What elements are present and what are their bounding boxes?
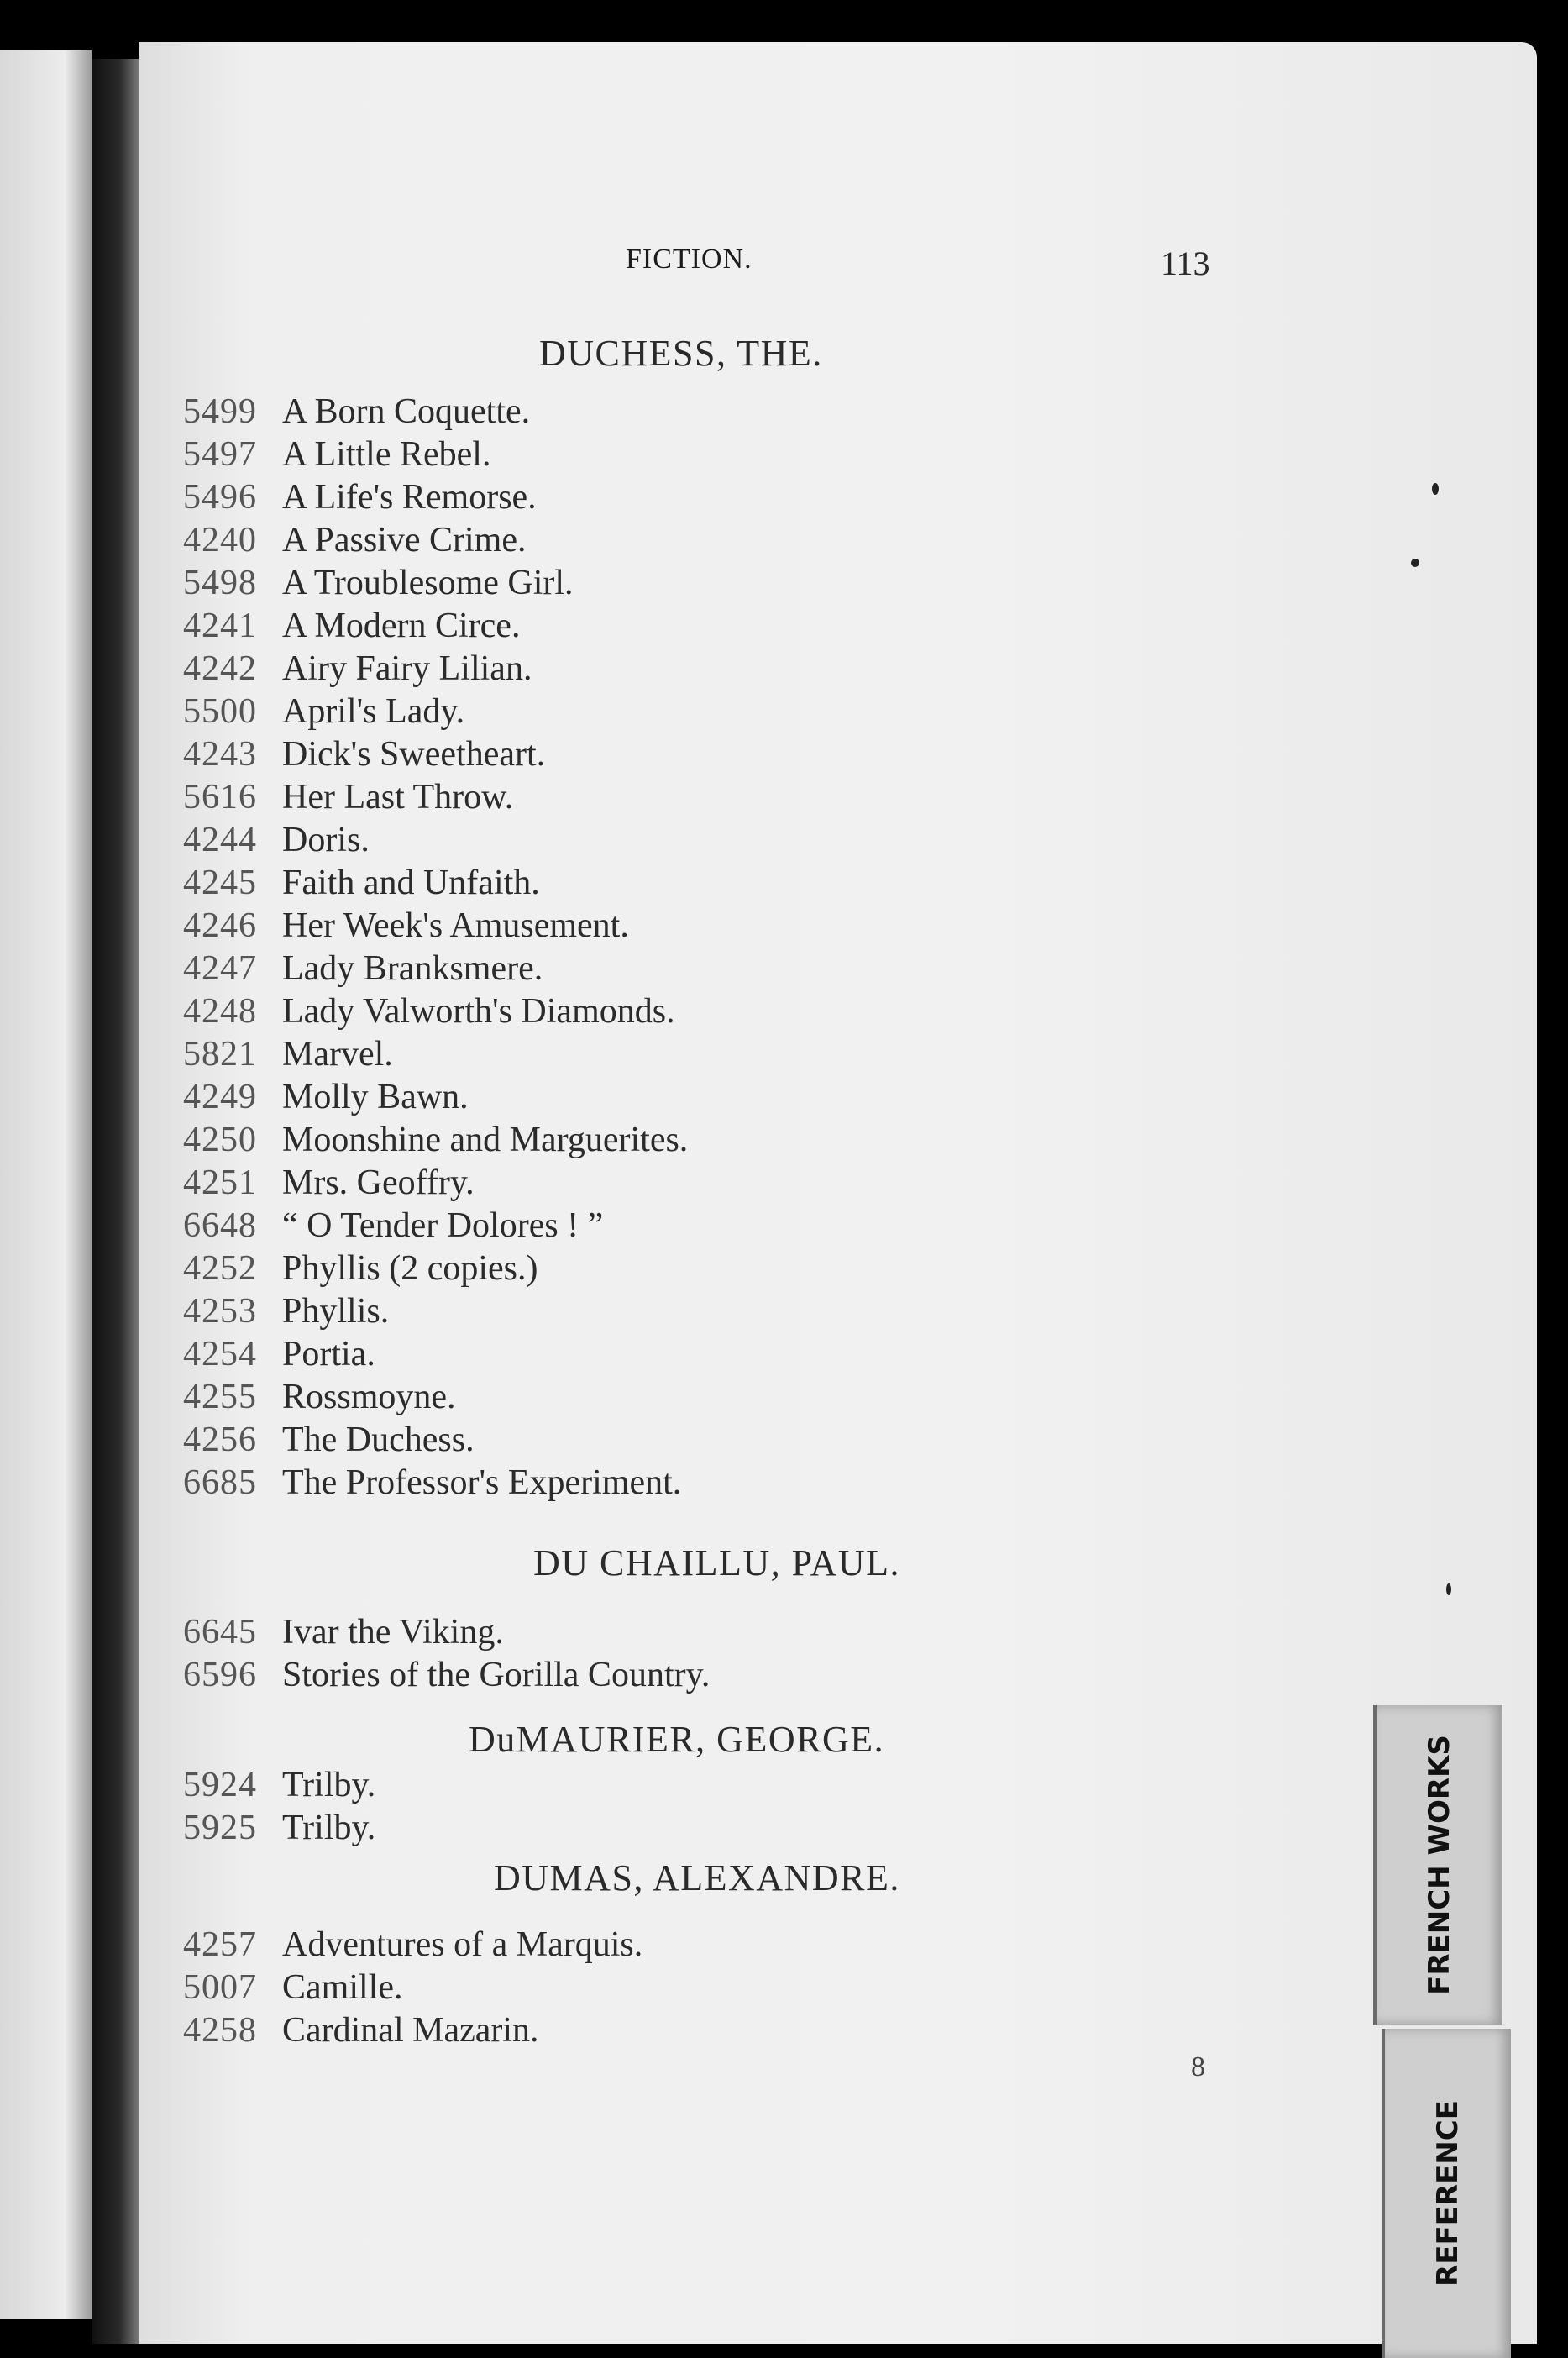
entry-title: Stories of the Gorilla Country.	[282, 1656, 711, 1694]
entry-title: The Duchess.	[282, 1421, 475, 1459]
scan-speck	[1411, 559, 1419, 567]
author-heading-du-chaillu: DU CHAILLU, PAUL.	[533, 1542, 900, 1583]
entry-number: 4253	[183, 1292, 257, 1331]
entry-number: 5924	[183, 1766, 257, 1804]
entry-title: The Professor's Experiment.	[282, 1463, 682, 1502]
catalog-entry	[183, 948, 688, 990]
entry-number: 4251	[183, 1163, 257, 1202]
catalog-entry	[183, 990, 688, 1033]
entry-title: Airy Fairy Lilian.	[282, 649, 532, 688]
entry-number: 5821	[183, 1035, 257, 1074]
entry-title: A Born Coquette.	[282, 392, 531, 431]
entry-number: 5007	[183, 1968, 257, 2007]
entry-number: 5499	[183, 392, 257, 431]
catalog-entry	[183, 1290, 688, 1333]
entry-title: Ivar the Viking.	[282, 1613, 504, 1652]
catalog-entry	[183, 1807, 375, 1850]
entry-number: 4248	[183, 992, 257, 1031]
entry-number: 4249	[183, 1078, 257, 1116]
entry-number: 4243	[183, 735, 257, 774]
catalog-entry	[183, 1247, 688, 1290]
catalog-entry	[183, 1419, 688, 1462]
author-heading-dumas: DUMAS, ALEXANDRE.	[494, 1857, 900, 1898]
entry-number: 6645	[183, 1613, 257, 1652]
author-heading-duchess: DUCHESS, THE.	[539, 333, 823, 374]
catalog-entry	[183, 2009, 642, 2052]
entry-title: Rossmoyne.	[282, 1378, 456, 1416]
entry-title: A Troublesome Girl.	[282, 564, 574, 602]
tab-reference[interactable]	[1382, 2029, 1511, 2358]
scan-speck	[1432, 483, 1439, 495]
entry-title: Trilby.	[282, 1766, 376, 1804]
catalog-entry	[183, 1764, 375, 1807]
entry-number: 4247	[183, 949, 257, 988]
catalog-entry	[183, 1333, 688, 1376]
entry-number: 4256	[183, 1421, 257, 1459]
entry-number: 4250	[183, 1121, 257, 1159]
entry-title: Her Week's Amusement.	[282, 906, 629, 945]
entry-number: 4252	[183, 1249, 257, 1288]
catalog-entry	[183, 905, 688, 948]
entry-title: Molly Bawn.	[282, 1078, 469, 1116]
entry-title: Lady Valworth's Diamonds.	[282, 992, 675, 1031]
entry-title: April's Lady.	[282, 692, 465, 731]
entry-title: Cardinal Mazarin.	[282, 2011, 539, 2050]
entry-number: 4258	[183, 2011, 257, 2050]
entry-number: 6596	[183, 1656, 257, 1694]
entry-number: 5496	[183, 478, 257, 517]
entry-title: Camille.	[282, 1968, 403, 2007]
tab-reference-label: REFERENCE	[1431, 2100, 1465, 2287]
entry-number: 6648	[183, 1206, 257, 1245]
tab-french-works-label: FRENCH WORKS	[1423, 1735, 1456, 1995]
entry-title: Her Last Throw.	[282, 778, 514, 817]
catalog-entry	[183, 519, 688, 562]
entry-number: 4246	[183, 906, 257, 945]
entry-number: 6685	[183, 1463, 257, 1502]
tab-french-works[interactable]	[1373, 1705, 1502, 2025]
catalog-entry	[183, 733, 688, 776]
entry-number: 4254	[183, 1335, 257, 1373]
entry-number: 4242	[183, 649, 257, 688]
catalog-entry	[183, 1611, 710, 1654]
facing-page-edge	[0, 50, 92, 2319]
entry-title: A Life's Remorse.	[282, 478, 537, 517]
catalog-entry	[183, 1076, 688, 1119]
catalog-entry	[183, 776, 688, 819]
catalog-entry	[183, 1376, 688, 1419]
catalog-entry	[183, 691, 688, 733]
entry-number: 5925	[183, 1809, 257, 1847]
catalog-entry	[183, 1462, 688, 1505]
entry-number: 4244	[183, 821, 257, 859]
entry-number: 5500	[183, 692, 257, 731]
entry-title: Marvel.	[282, 1035, 393, 1074]
entry-title: Lady Branksmere.	[282, 949, 543, 988]
entry-title: Mrs. Geoffry.	[282, 1163, 475, 1202]
entry-number: 4240	[183, 521, 257, 559]
catalog-entry	[183, 1924, 642, 1967]
entry-list-dumas	[183, 1924, 642, 2052]
running-head: FICTION.	[626, 244, 753, 275]
entry-number: 4245	[183, 864, 257, 902]
entry-list-duchess	[183, 391, 688, 1505]
catalog-entry	[183, 1033, 688, 1076]
entry-title: Doris.	[282, 821, 370, 859]
catalog-entry	[183, 391, 688, 433]
entry-number: 4241	[183, 607, 257, 645]
entry-list-dumaurier	[183, 1764, 375, 1850]
entry-title: Adventures of a Marquis.	[282, 1925, 643, 1964]
catalog-entry	[183, 562, 688, 605]
entry-title: Faith and Unfaith.	[282, 864, 540, 902]
catalog-entry	[183, 819, 688, 862]
catalog-entry	[183, 1654, 710, 1697]
entry-number: 4255	[183, 1378, 257, 1416]
scan-speck	[1446, 1583, 1451, 1595]
entry-title: Phyllis (2 copies.)	[282, 1249, 538, 1288]
entry-title: “ O Tender Dolores ! ”	[282, 1206, 604, 1245]
book-gutter	[92, 59, 139, 2344]
entry-title: Portia.	[282, 1335, 375, 1373]
catalog-entry	[183, 1119, 688, 1162]
entry-number: 5616	[183, 778, 257, 817]
catalog-entry	[183, 433, 688, 476]
catalog-entry	[183, 648, 688, 691]
entry-title: A Passive Crime.	[282, 521, 527, 559]
catalog-entry	[183, 1205, 688, 1247]
signature-mark: 8	[1191, 2051, 1205, 2082]
entry-number: 5497	[183, 435, 257, 474]
catalog-entry	[183, 605, 688, 648]
catalog-entry	[183, 1162, 688, 1205]
entry-title: Phyllis.	[282, 1292, 390, 1331]
catalog-entry	[183, 476, 688, 519]
entry-title: A Modern Circe.	[282, 607, 521, 645]
entry-number: 5498	[183, 564, 257, 602]
entry-title: Moonshine and Marguerites.	[282, 1121, 689, 1159]
catalog-entry	[183, 1967, 642, 2009]
entry-number: 4257	[183, 1925, 257, 1964]
page-number: 113	[1161, 244, 1210, 282]
entry-title: Trilby.	[282, 1809, 376, 1847]
catalog-entry	[183, 862, 688, 905]
author-heading-dumaurier: DuMAURIER, GEORGE.	[469, 1719, 885, 1760]
entry-title: A Little Rebel.	[282, 435, 491, 474]
entry-list-du-chaillu	[183, 1611, 710, 1697]
entry-title: Dick's Sweetheart.	[282, 735, 546, 774]
